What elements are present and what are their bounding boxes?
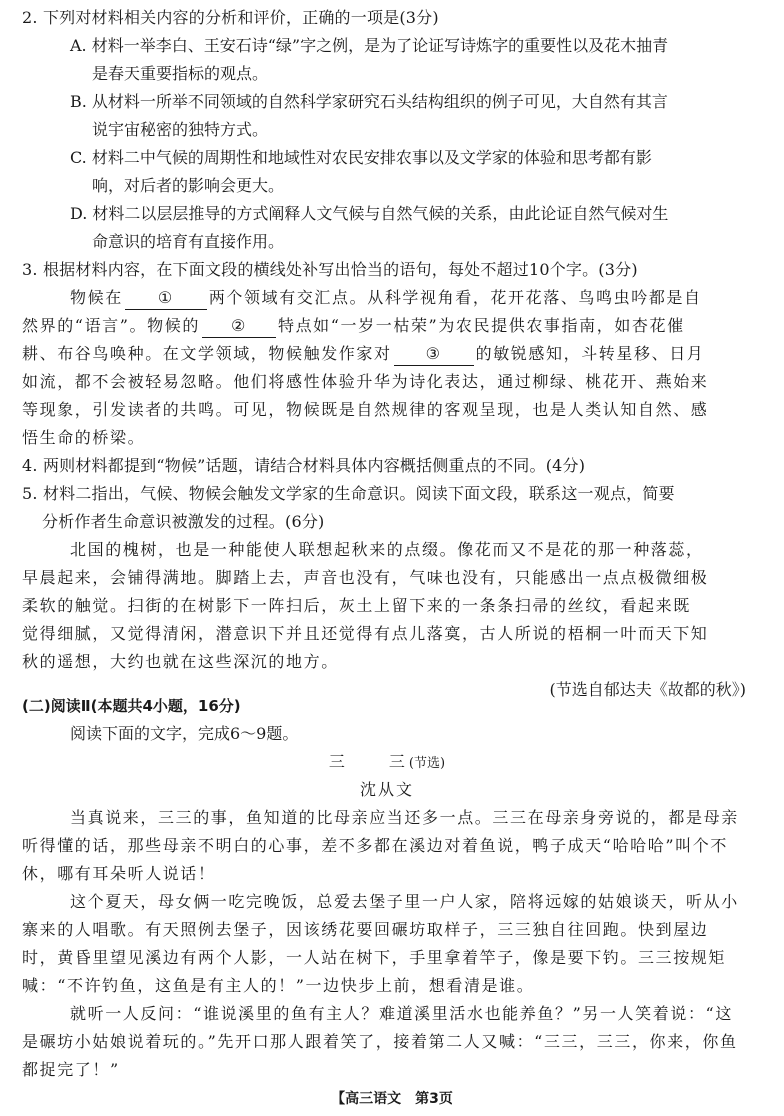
excerpt-line: 柔软的触觉。扫街的在树影下一阵扫后，灰土上留下来的一条条扫帚的丝纹，看起来既 bbox=[22, 596, 691, 615]
fill-line-5: 等现象，引发读者的共鸣。可见，物候既是自然规律的客观呈现，也是人类认知自然、感 bbox=[22, 400, 709, 419]
option-a-line2: 是春天重要指标的观点。 bbox=[92, 64, 269, 83]
blank-1: ① bbox=[125, 287, 207, 310]
option-c-line2: 响，对后者的影响会更大。 bbox=[92, 176, 285, 195]
option-c-line1: C. 材料二中气候的周期性和地域性对农民安排农事以及文学家的体验和思考都有影 bbox=[70, 148, 652, 167]
blank-2: ② bbox=[202, 315, 276, 338]
fill-text-2a: 然界的“语言”。物候的 bbox=[22, 316, 200, 335]
excerpt-line: 北国的槐树，也是一种能使人联想起秋来的点缀。像花而又不是花的那一种落蕊， bbox=[70, 540, 704, 559]
fill-text-3b: 的敏锐感知，斗转星移、日月 bbox=[475, 344, 705, 363]
question-2 bbox=[22, 4, 752, 256]
option-a-line1: A. 材料一举李白、王安石诗“绿”字之例，是为了论证写诗炼字的重要性以及花木抽青 bbox=[70, 36, 669, 55]
story-title-note: (节选) bbox=[408, 756, 446, 771]
section-2-instruction: 阅读下面的文字，完成6～9题。 bbox=[70, 724, 299, 743]
story-title bbox=[22, 748, 752, 776]
fill-text-2b: 特点如“一岁一枯荣”为农民提供农事指南，如杏花催 bbox=[277, 316, 685, 335]
fill-text-3a: 耕、布谷鸟唤种。在文学领域，物候触发作家对 bbox=[22, 344, 392, 363]
story-line: 休，哪有耳朵听人说话！ bbox=[22, 864, 216, 883]
option-d-line2: 命意识的培育有直接作用。 bbox=[92, 232, 285, 251]
option-b-line2: 说宇宙秘密的独特方式。 bbox=[92, 120, 269, 139]
question-3-stem: 3. 根据材料内容，在下面文段的横线处补写出恰当的语句，每处不超过10个字。(3分) bbox=[22, 260, 638, 279]
question-5-stem-line1: 5. 材料二指出，气候、物候会触发文学家的生命意识。阅读下面文段，联系这一观点，简要 bbox=[22, 484, 675, 503]
blank-3: ③ bbox=[394, 343, 474, 366]
section-2 bbox=[22, 692, 752, 804]
page-footer: 【高三语文 第3页 bbox=[331, 1091, 453, 1107]
excerpt-line: 秋的遥想，大约也就在这些深沉的地方。 bbox=[22, 652, 339, 671]
excerpt-line: 觉得细腻，又觉得清闲，潜意识下并且还觉得有点儿落寞，古人所说的梧桐一叶而天下知 bbox=[22, 624, 709, 643]
story-title-text: 三 三 bbox=[328, 752, 409, 771]
story-text bbox=[22, 804, 752, 1084]
fill-line-1 bbox=[22, 284, 752, 312]
story-line: 都捉完了！” bbox=[22, 1060, 120, 1079]
fill-line-2 bbox=[22, 312, 752, 340]
story-line: 时，黄昏里望见溪边有两个人影，一人站在树下，手里拿着竿子，像是要下钓。三三按规矩 bbox=[22, 948, 727, 967]
story-line: 当真说来，三三的事，鱼知道的比母亲应当还多一点。三三在母亲身旁说的，都是母亲 bbox=[70, 808, 739, 827]
story-line: 是碾坊小姑娘说着玩的。”先开口那人跟着笑了，接着第二人又喊：“三三，三三，你来，你鱼 bbox=[22, 1032, 738, 1051]
story-line: 听得懂的话，那些母亲不明白的心事，差不多都在溪边对着鱼说，鸭子成天“哈哈哈”叫个不 bbox=[22, 836, 728, 855]
excerpt-source: (节选自郁达夫《故都的秋》) bbox=[549, 680, 746, 699]
question-5 bbox=[22, 480, 752, 704]
story-line: 就听一人反问：“谁说溪里的鱼有主人？难道溪里活水也能养鱼？”另一人笑着说：“这 bbox=[70, 1004, 733, 1023]
story-line: 这个夏天，母女俩一吃完晚饭，总爱去堡子里一户人家，陪将远嫁的姑娘谈天，听从小 bbox=[70, 892, 739, 911]
story-author: 沈从文 bbox=[359, 780, 414, 799]
story-line: 寨来的人唱歌。有天照例去堡子，因该绣花要回碾坊取样子，三三独自往回跑。快到屋边 bbox=[22, 920, 709, 939]
question-3 bbox=[22, 256, 752, 452]
excerpt-line: 早晨起来，会铺得满地。脚踏上去，声音也没有，气味也没有，只能感出一点点极微细极 bbox=[22, 568, 709, 587]
fill-line-3 bbox=[22, 340, 752, 368]
fill-line-6: 悟生命的桥梁。 bbox=[22, 428, 146, 447]
fill-line-4: 如流，都不会被轻易忽略。他们将感性体验升华为诗化表达，通过柳绿、桃花开、燕始来 bbox=[22, 372, 709, 391]
option-d-line1: D. 材料二以层层推导的方式阐释人文气候与自然气候的关系，由此论证自然气候对生 bbox=[70, 204, 669, 223]
story-line: 喊：“不许钓鱼，这鱼是有主人的！”一边快步上前，想看清是谁。 bbox=[22, 976, 535, 995]
fill-text-1a: 物候在 bbox=[70, 288, 123, 307]
question-4-stem: 4. 两则材料都提到“物候”话题，请结合材料具体内容概括侧重点的不同。(4分) bbox=[22, 456, 586, 475]
question-5-stem-line2: 分析作者生命意识被激发的过程。(6分) bbox=[42, 512, 325, 531]
section-2-heading: (二)阅读Ⅱ(本题共4小题，16分) bbox=[22, 697, 241, 715]
option-b-line1: B. 从材料一所举不同领域的自然科学家研究石头结构组织的例子可见，大自然有其言 bbox=[70, 92, 668, 111]
fill-text-1b: 两个领域有交汇点。从科学视角看，花开花落、鸟鸣虫吟都是自 bbox=[208, 288, 702, 307]
question-2-stem: 2. 下列对材料相关内容的分析和评价，正确的一项是(3分) bbox=[22, 8, 439, 27]
question-4 bbox=[22, 452, 752, 480]
